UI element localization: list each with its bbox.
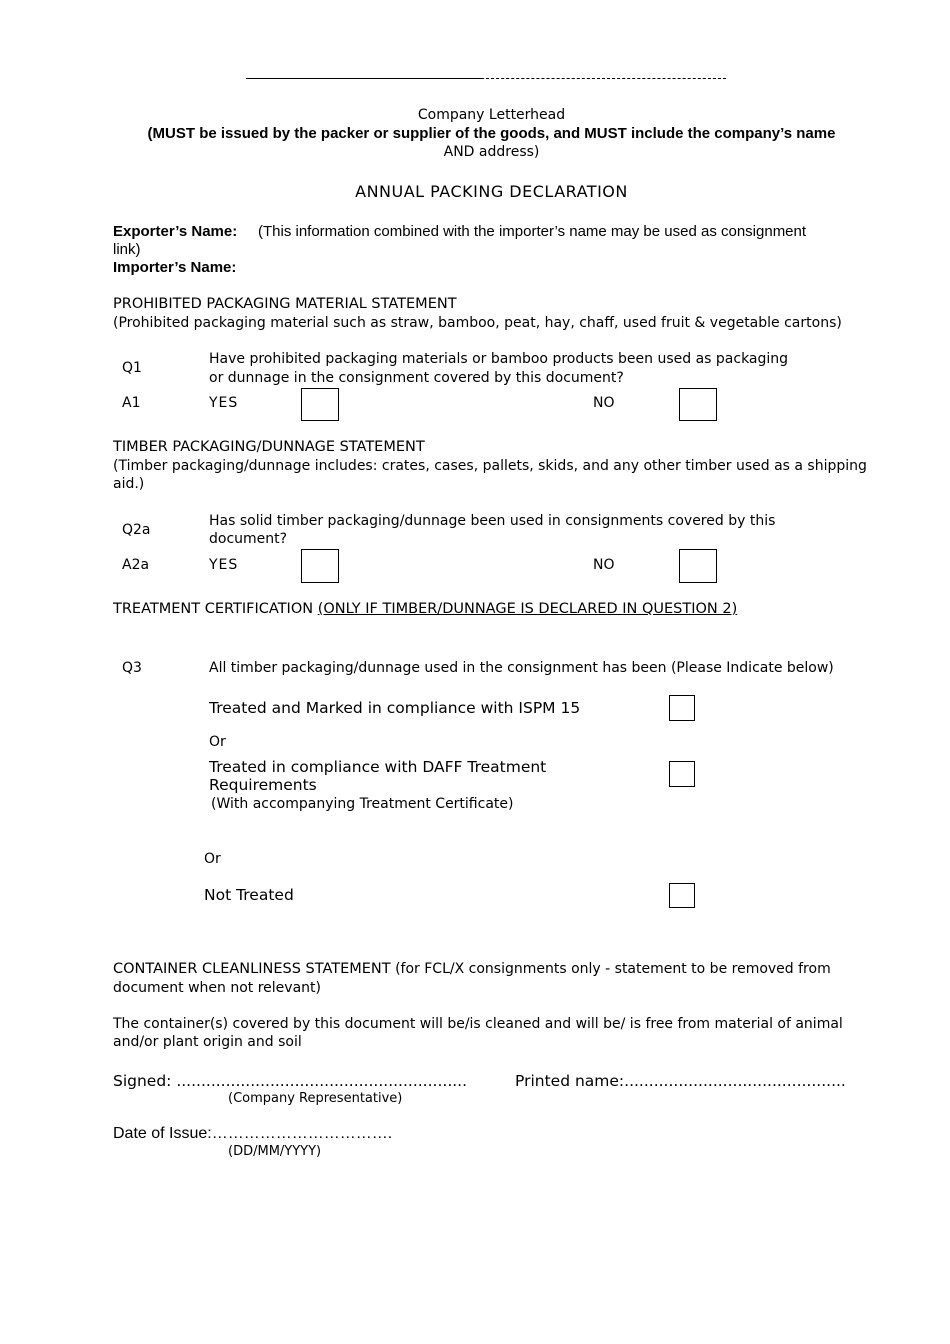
prohibited-subheading: (Prohibited packaging material such as straw, bamboo, peat, hay, chaff, used fruit & vegetable cartons): [113, 315, 842, 331]
treatment-heading-note: (ONLY IF TIMBER/DUNNAGE IS DECLARED IN QUESTION 2): [317, 601, 738, 617]
container-heading: [113, 961, 831, 977]
treatment-heading-text: TREATMENT CERTIFICATION: [113, 601, 314, 617]
container-statement-line1: The container(s) covered by this document will be/is cleaned and will be/ is free from material of animal: [113, 1016, 843, 1032]
prohibited-heading: PROHIBITED PACKAGING MATERIAL STATEMENT: [113, 296, 457, 312]
a2a-yes-checkbox[interactable]: [301, 549, 339, 583]
container-statement-line2: and/or plant origin and soil: [113, 1034, 302, 1050]
letterhead-rule-dashed: [486, 78, 726, 79]
printed-name-field[interactable]: Printed name:.............................................: [515, 1072, 846, 1090]
q1-question-line2: or dunnage in the consignment covered by this document?: [209, 370, 624, 386]
q3-label: Q3: [122, 660, 142, 676]
option-not-treated-checkbox[interactable]: [669, 883, 695, 908]
container-heading-note: (for FCL/X consignments only - statement to be removed from: [395, 961, 831, 977]
signed-field[interactable]: Signed: ...........................................................: [113, 1072, 468, 1090]
document-title: ANNUAL PACKING DECLARATION: [355, 182, 628, 201]
timber-heading: TIMBER PACKAGING/DUNNAGE STATEMENT: [113, 439, 425, 455]
q2a-question-line2: document?: [209, 531, 288, 547]
letterhead-instruction: (MUST be issued by the packer or supplier of the goods, and MUST include the company’s name: [147, 125, 836, 142]
timber-subheading-cont: aid.): [113, 476, 145, 492]
a2a-yes-label: YES: [209, 557, 239, 573]
treatment-heading: [113, 601, 737, 617]
timber-subheading: (Timber packaging/dunnage includes: crates, cases, pallets, skids, and any other timber used as a shipping: [113, 458, 867, 474]
letterhead-instruction-cont: AND address): [443, 144, 540, 160]
a1-no-checkbox[interactable]: [679, 388, 717, 421]
option-daff-checkbox[interactable]: [669, 761, 695, 787]
option-ispm15-label: Treated and Marked in compliance with ISPM 15: [209, 699, 581, 717]
exporter-note-cont: link): [113, 241, 141, 258]
option-ispm15-checkbox[interactable]: [669, 695, 695, 721]
option-daff-note: (With accompanying Treatment Certificate): [211, 796, 514, 812]
or-separator-2: Or: [204, 851, 221, 867]
a2a-no-checkbox[interactable]: [679, 549, 717, 583]
a1-yes-checkbox[interactable]: [301, 388, 339, 421]
importer-label: Importer’s Name:: [113, 259, 237, 276]
a2a-label: A2a: [122, 557, 150, 573]
signed-caption: (Company Representative): [228, 1091, 403, 1106]
a1-label: A1: [122, 395, 141, 411]
q1-label: Q1: [122, 360, 142, 376]
exporter-label: Exporter’s Name:: [113, 223, 238, 240]
q3-question: All timber packaging/dunnage used in the consignment has been (Please Indicate below): [209, 660, 834, 676]
q1-question-line1: Have prohibited packaging materials or bamboo products been used as packaging: [209, 351, 789, 367]
letterhead-rule-solid: [246, 78, 484, 79]
letterhead-title: Company Letterhead: [417, 107, 566, 123]
date-caption: (DD/MM/YYYY): [228, 1144, 322, 1159]
option-not-treated-label: Not Treated: [204, 886, 294, 904]
q2a-label: Q2a: [122, 522, 151, 538]
container-heading-text: CONTAINER CLEANLINESS STATEMENT: [113, 961, 391, 977]
a2a-no-label: NO: [593, 557, 615, 573]
exporter-note: (This information combined with the importer’s name may be used as consignment: [258, 223, 807, 240]
a1-no-label: NO: [593, 395, 615, 411]
container-heading-note-cont: document when not relevant): [113, 980, 321, 996]
option-daff-label-line1: Treated in compliance with DAFF Treatment: [209, 758, 547, 776]
or-separator-1: Or: [209, 734, 226, 750]
a1-yes-label: YES: [209, 395, 239, 411]
date-of-issue-field[interactable]: Date of Issue:…………………………….: [113, 1125, 393, 1142]
q2a-question-line1: Has solid timber packaging/dunnage been used in consignments covered by this: [209, 513, 776, 529]
option-daff-label-line2: Requirements: [209, 776, 317, 794]
